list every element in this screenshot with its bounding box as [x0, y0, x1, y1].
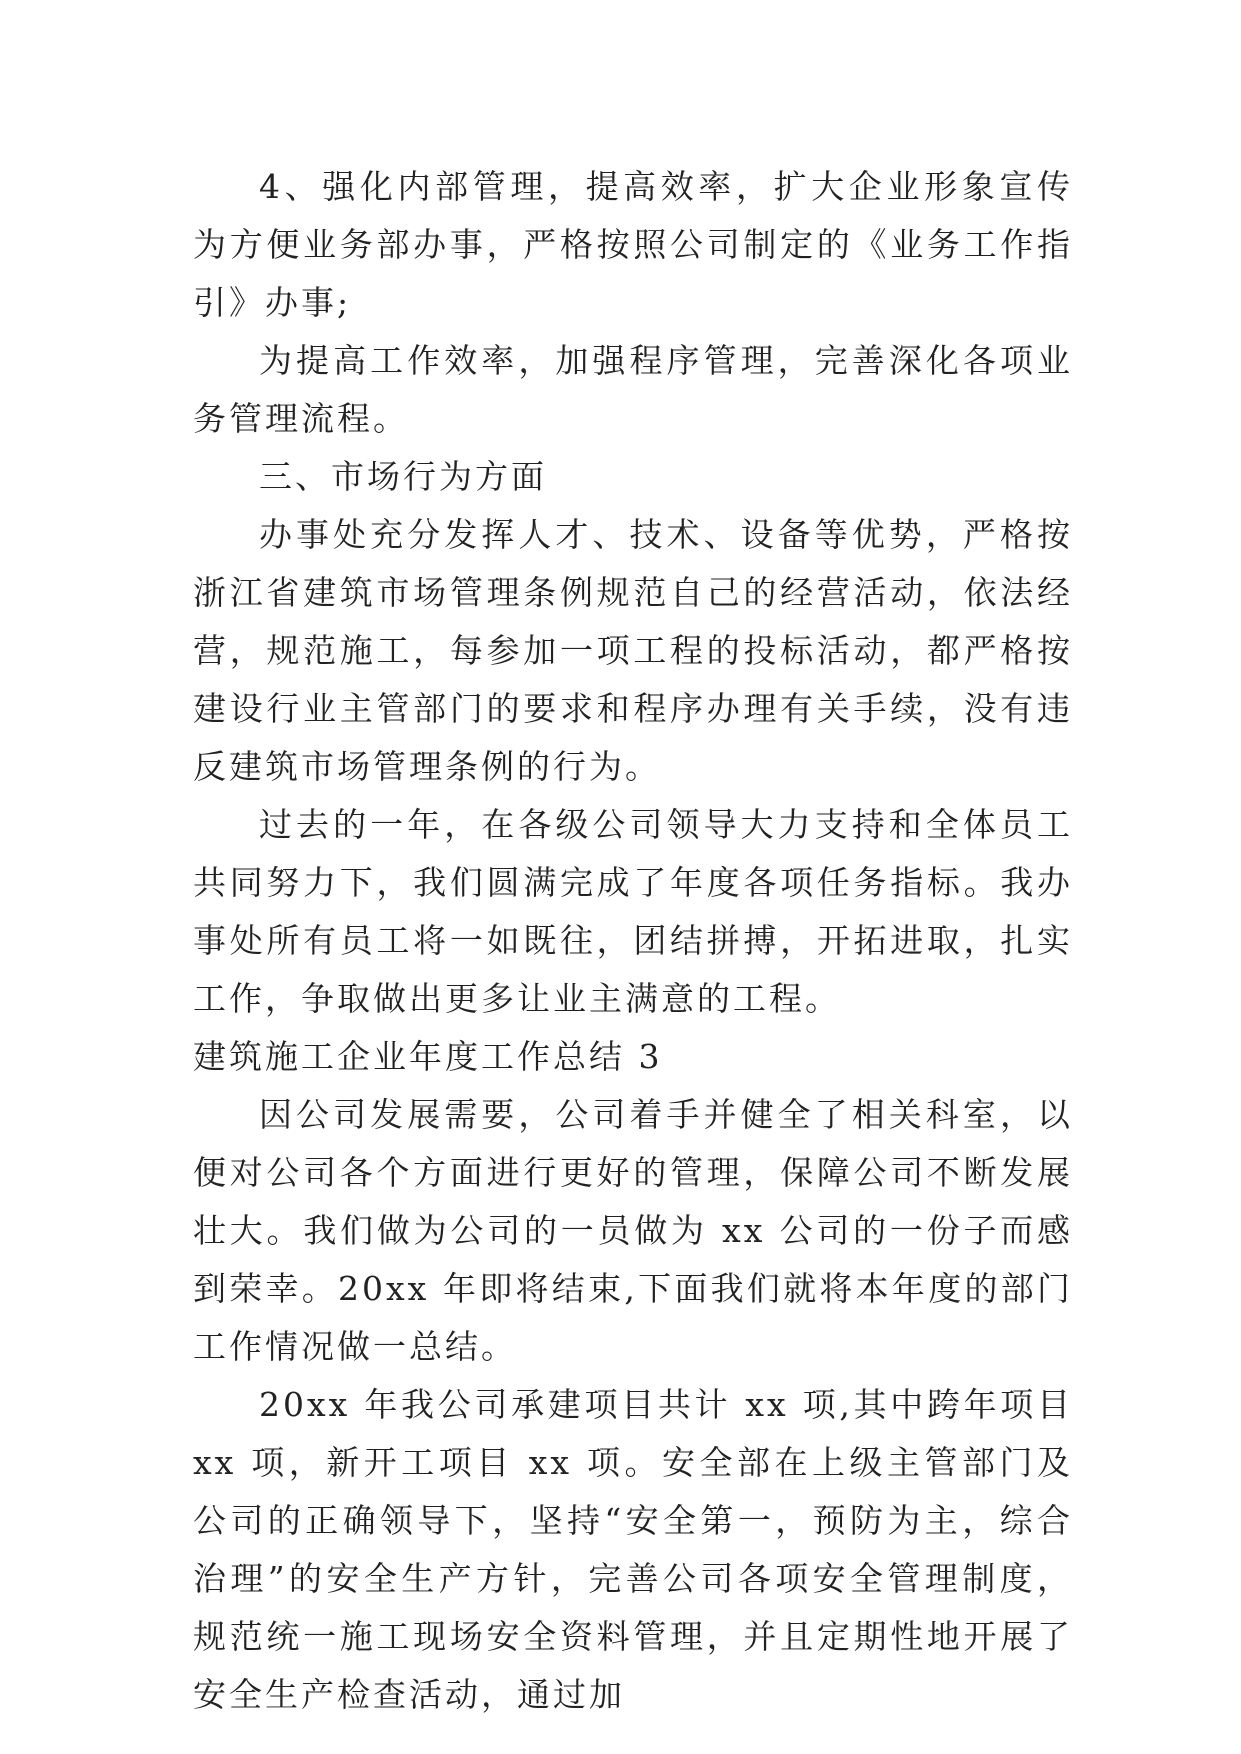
paragraph-year-summary: 过去的一年，在各级公司领导大力支持和全体员工共同努力下，我们圆满完成了年度各项任务指标。我办事处所有员工将一如既往，团结拼搏，开拓进取，扎实工作，争取做出更多让业主满意的工程。 [193, 805, 1073, 1018]
paragraph-internal-management: 4、强化内部管理，提高效率，扩大企业形象宣传为方便业务部办事，严格按照公司制定的《业务工作指引》办事; [193, 167, 1073, 322]
paragraph-safety-projects: 20xx 年我公司承建项目共计 xx 项,其中跨年项目 xx 项，新开工项目 xx 项。安全部在上级主管部门及公司的正确领导下，坚持“安全第一，预防为主，综合治理”的安全生产方针，完善公司各项安全管理制度，规范统一施工现场安全资料管理，并且定期性地开展了安全生产检查活动，通过加 [193, 1385, 1073, 1714]
paragraph-company-development: 因公司发展需要，公司着手并健全了相关科室，以便对公司各个方面进行更好的管理，保障公司不断发展壮大。我们做为公司的一员做为 xx 公司的一份子而感到荣幸。20xx 年即将结束,下面我们就将本年度的部门工作情况做一总结。 [193, 1095, 1073, 1366]
document-title: 建筑施工企业年度工作总结 3 [193, 1037, 663, 1076]
section-heading-market-behavior: 三、市场行为方面 [259, 457, 547, 496]
document-body [193, 158, 1073, 1724]
paragraph-workflow: 为提高工作效率，加强程序管理，完善深化各项业务管理流程。 [193, 341, 1073, 438]
paragraph-market-compliance: 办事处充分发挥人才、技术、设备等优势，严格按浙江省建筑市场管理条例规范自己的经营活动，依法经营，规范施工，每参加一项工程的投标活动，都严格按建设行业主管部门的要求和程序办理有关手续，没有违反建筑市场管理条例的行为。 [193, 515, 1073, 786]
